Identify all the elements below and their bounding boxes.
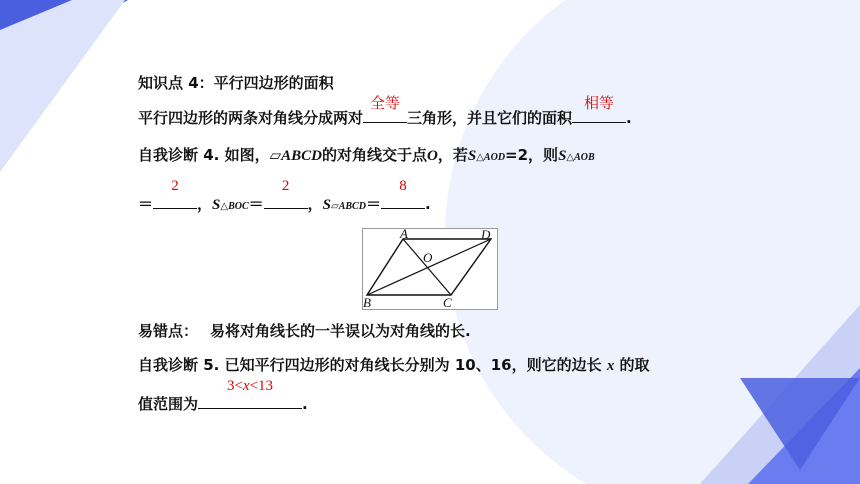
error-point — [138, 320, 471, 341]
diag4-comma-1: ， — [197, 195, 213, 213]
diag4-eq-3: ＝ — [365, 195, 381, 213]
diag4-comma-2: ， — [307, 195, 323, 213]
diag5-blank — [198, 378, 302, 409]
parallelogram-figure — [362, 228, 498, 310]
diag4-eq-2: ＝ — [248, 195, 264, 213]
diag4-text-4: =2，则 — [505, 146, 559, 164]
parallelogram-icon: ▱ — [269, 146, 282, 164]
kp4-statement — [138, 96, 632, 128]
kp4-period: . — [626, 109, 632, 127]
kp4-answer-1: 全等 — [370, 96, 401, 112]
kp4-text-1: 平行四边形的两条对角线分成两对 — [138, 109, 364, 127]
diag4-text-3: ，若 — [437, 146, 468, 164]
diag5-period: . — [302, 395, 308, 413]
diag4-s-aod: S — [467, 148, 477, 164]
diag4-para-name: ABCD — [281, 148, 323, 164]
diag5-answer-var: x — [242, 378, 250, 394]
diag4-text-2: 的对角线交于点 — [322, 146, 428, 164]
point-label-a: A — [400, 229, 408, 241]
diag4-blank-boc — [264, 178, 308, 209]
point-label-c: C — [443, 295, 452, 309]
diag4-sub-aod: △AOD — [476, 152, 506, 163]
diag5-text-2: 的取 — [619, 356, 650, 374]
diag4-sub-aob: △AOB — [566, 152, 595, 163]
diag4-text-1: 如图， — [224, 146, 270, 164]
diag5-answer — [198, 378, 302, 395]
diag4-blank-aob — [153, 178, 197, 209]
diag4-sub-boc: △BOC — [220, 201, 249, 212]
diag4-sub-abcd: ▱ABCD — [331, 201, 366, 212]
diag4-eq-1: ＝ — [138, 195, 154, 213]
diag5-text-3: 值范围为 — [138, 395, 199, 413]
diag4-period: . — [424, 195, 431, 213]
kp4-title-text: 知识点 4：平行四边形的面积 — [138, 74, 334, 92]
diag5-var-x: x — [606, 358, 615, 374]
diag5-answer-right: <13 — [249, 378, 274, 394]
point-label-b: B — [363, 295, 371, 309]
diag4-answer-aob: 2 — [171, 178, 179, 194]
kp4-title — [138, 72, 334, 93]
kp4-answer-2: 相等 — [584, 96, 615, 112]
diag4-answer-abcd: 8 — [399, 178, 407, 194]
error-point-label: 易错点： — [138, 322, 199, 340]
point-label-o: O — [423, 250, 433, 265]
diag4-s-aob: S — [558, 148, 567, 164]
diag4-answer-boc: 2 — [281, 178, 290, 194]
parallelogram-diagram — [363, 229, 497, 309]
diag4-s-abcd: S — [322, 197, 332, 213]
diag4-label: 自我诊断 4. — [138, 146, 220, 164]
kp4-blank-2 — [572, 96, 626, 123]
diag5-text-1: 已知平行四边形的对角线长分别为 10、16，则它的边长 — [224, 356, 602, 374]
diag5-answer-left: 3< — [226, 378, 243, 394]
diag4-line-2 — [138, 178, 431, 214]
kp4-blank-1 — [363, 96, 407, 123]
diag4-blank-abcd — [381, 178, 425, 209]
error-point-text: 易将对角线长的一半误以为对角线的长. — [210, 322, 471, 340]
diagonal-ac — [403, 239, 451, 295]
diag5-line-1 — [138, 354, 650, 375]
point-label-d: D — [481, 229, 491, 242]
diag5-line-2 — [138, 378, 308, 414]
kp4-text-2: 三角形，并且它们的面积 — [407, 109, 573, 127]
diag5-label: 自我诊断 5. — [138, 356, 220, 374]
diag4-point-o: O — [427, 148, 438, 164]
diag4-line-1 — [138, 144, 595, 165]
diag4-s-boc: S — [212, 197, 221, 213]
